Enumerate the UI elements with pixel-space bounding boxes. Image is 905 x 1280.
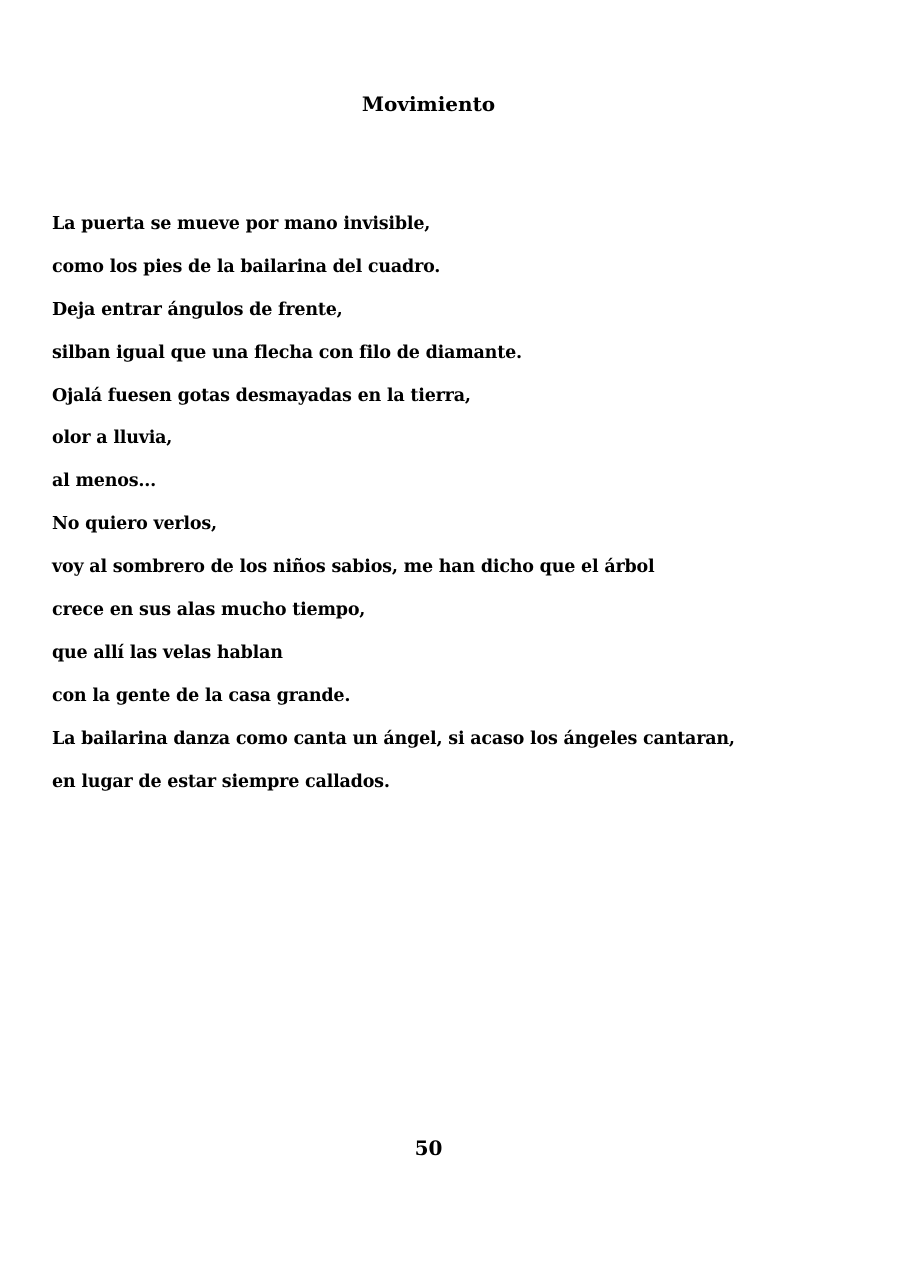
poem-line: que allí las velas hablan [52,642,283,663]
poem-line: en lugar de estar siempre callados. [52,771,390,792]
poem-line: Deja entrar ángulos de frente, [52,299,343,320]
poem-title: Movimiento [361,92,496,116]
poem-line: crece en sus alas mucho tiempo, [52,600,366,621]
poem-line: voy al sombrero de los niños sabios, me han dicho que el árbol [52,557,655,578]
poem-line: La puerta se mueve por mano invisible, [52,214,431,234]
poem-line: silban igual que una flecha con filo de diamante. [52,342,522,363]
poem-line: Ojalá fuesen gotas desmayadas en la tierra, [52,385,471,406]
poem-line: al menos... [52,471,157,492]
poem-body [52,203,872,803]
poem-line: olor a lluvia, [52,428,173,449]
poem-line: No quiero verlos, [52,514,217,535]
poem-line: La bailarina danza como canta un ángel, si acaso los ángeles cantaran, [52,728,735,749]
page-number: 50 [414,1136,443,1160]
poem-line: como los pies de la bailarina del cuadro. [52,256,441,277]
poem-line: con la gente de la casa grande. [52,685,351,706]
